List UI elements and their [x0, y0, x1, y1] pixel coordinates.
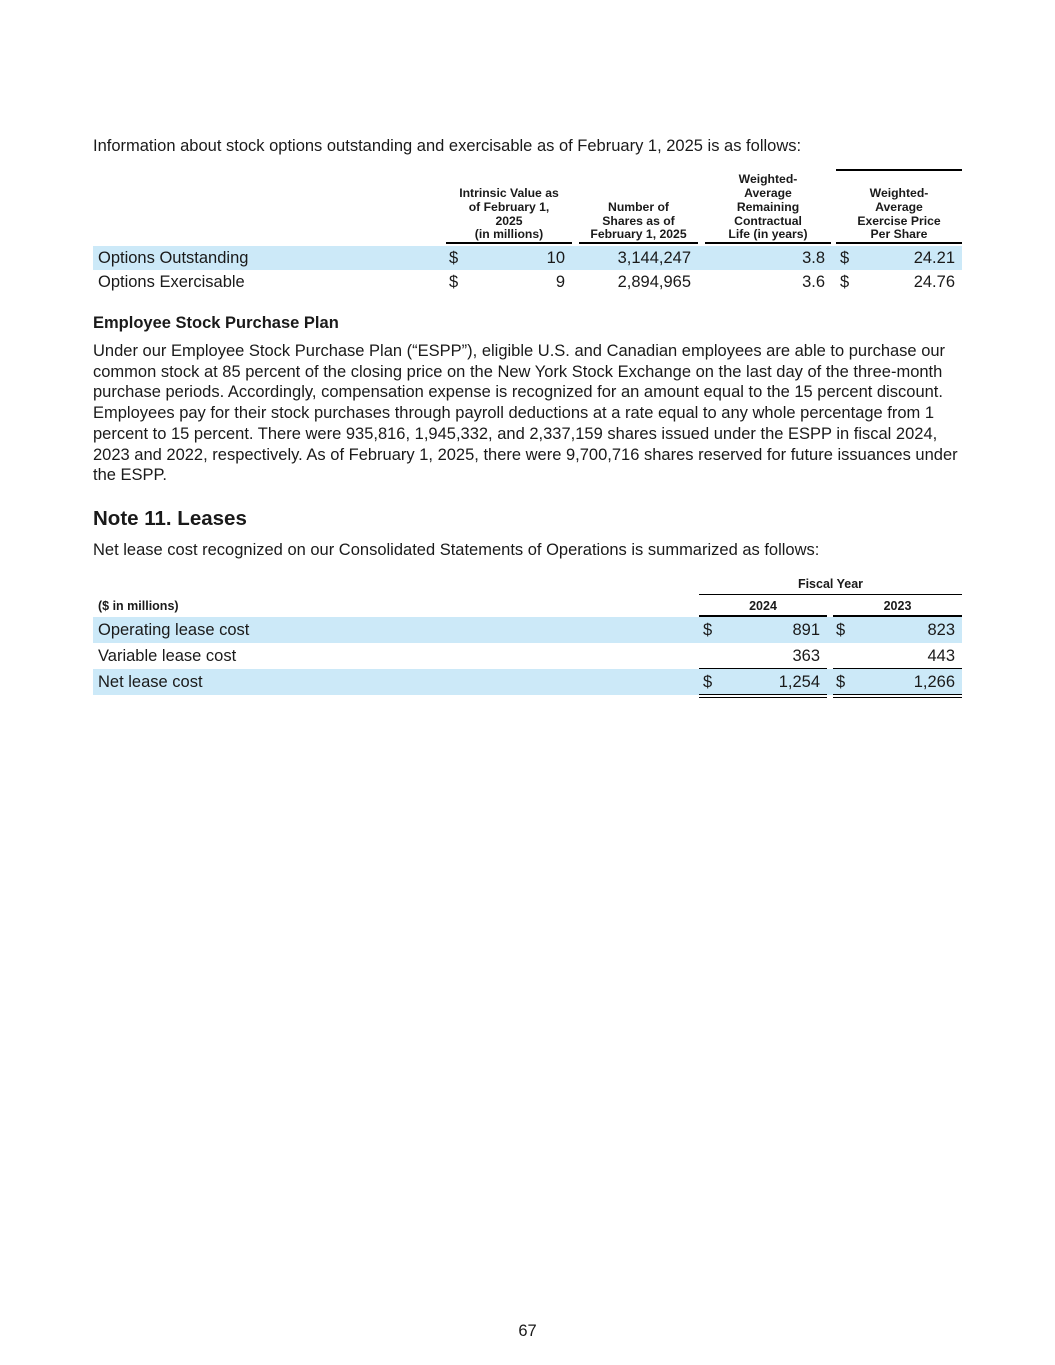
year-header-2023: 2023 [883, 599, 912, 613]
currency-symbol: $ [449, 273, 459, 291]
fiscal-year-header: Fiscal Year [797, 577, 864, 591]
number-of-shares: 2,894,965 [617, 273, 691, 291]
value-2024: 891 [792, 621, 820, 639]
header-number-of-shares: Number of Shares as of February 1, 2025 [579, 201, 698, 244]
year-header-2024: 2024 [749, 599, 777, 613]
lease-table-body [93, 617, 962, 695]
espp-heading: Employee Stock Purchase Plan [93, 314, 339, 332]
table-row [93, 617, 962, 643]
currency-symbol: $ [836, 673, 846, 691]
currency-symbol: $ [703, 673, 713, 691]
value-2023: 443 [927, 647, 955, 665]
currency-symbol: $ [840, 249, 850, 267]
row-label: Options Outstanding [98, 249, 249, 267]
currency-symbol: $ [703, 621, 713, 639]
unit-label: ($ in millions) [98, 599, 179, 613]
options-table-header [93, 168, 962, 246]
table-row [93, 643, 962, 669]
row-label: Options Exercisable [98, 273, 245, 291]
header-exercise-price: Weighted- Average Exercise Price Per Share [836, 169, 962, 244]
double-underline [833, 694, 962, 698]
number-of-shares: 3,144,247 [617, 249, 691, 267]
row-label: Operating lease cost [98, 621, 250, 639]
remaining-life: 3.6 [802, 273, 825, 291]
options-table [93, 168, 962, 294]
value-2024: 363 [792, 647, 820, 665]
table-row [93, 669, 962, 695]
row-label: Variable lease cost [98, 647, 237, 665]
currency-symbol: $ [449, 249, 459, 267]
espp-paragraph: Under our Employee Stock Purchase Plan (“ESPP”), eligible U.S. and Canadian employees are able to purchase our common stock at 85 percent of the closing price on the New York Stock Exchange on the last day of the three-month purchase periods. Accordingly, compensation expense is recognized for an amount equal to the 15 percent discount. Employees pay for their stock purchases through payroll deductions at a rate equal to any whole percentage from 1 percent to 15 percent. There were 935,816, 1,945,332, and 2,337,159 shares issued under the ESPP in fiscal 2024, 2023 and 2022, respectively. As of February 1, 2025, there were 9,700,716 shares reserved for future issuances under the ESPP. [93, 342, 958, 485]
currency-symbol: $ [836, 621, 846, 639]
page-number: 67 [518, 1322, 537, 1340]
total-rule [833, 668, 962, 669]
options-intro-text: Information about stock options outstanding and exercisable as of February 1, 2025 is as follows: [93, 137, 802, 155]
value-2023: 1,266 [913, 673, 955, 691]
currency-symbol: $ [840, 273, 850, 291]
table-row [93, 246, 962, 270]
exercise-price: 24.21 [913, 249, 955, 267]
table-row [93, 270, 962, 294]
note-11-heading: Note 11. Leases [93, 507, 247, 530]
remaining-life: 3.8 [802, 249, 825, 267]
double-underline [699, 694, 827, 698]
value-2023: 823 [927, 621, 955, 639]
row-label: Net lease cost [98, 673, 203, 691]
exercise-price: 24.76 [913, 273, 955, 291]
header-remaining-life: Weighted- Average Remaining Contractual Life (in years) [705, 173, 831, 244]
value-2024: 1,254 [778, 673, 820, 691]
header-intrinsic-value: Intrinsic Value as of February 1, 2025 (in millions) [446, 187, 572, 244]
total-rule [699, 668, 827, 669]
intrinsic-value: 9 [555, 273, 565, 291]
intrinsic-value: 10 [546, 249, 565, 267]
lease-intro-text: Net lease cost recognized on our Consolidated Statements of Operations is summarized as follows: [93, 541, 820, 559]
header-rule [699, 594, 962, 595]
